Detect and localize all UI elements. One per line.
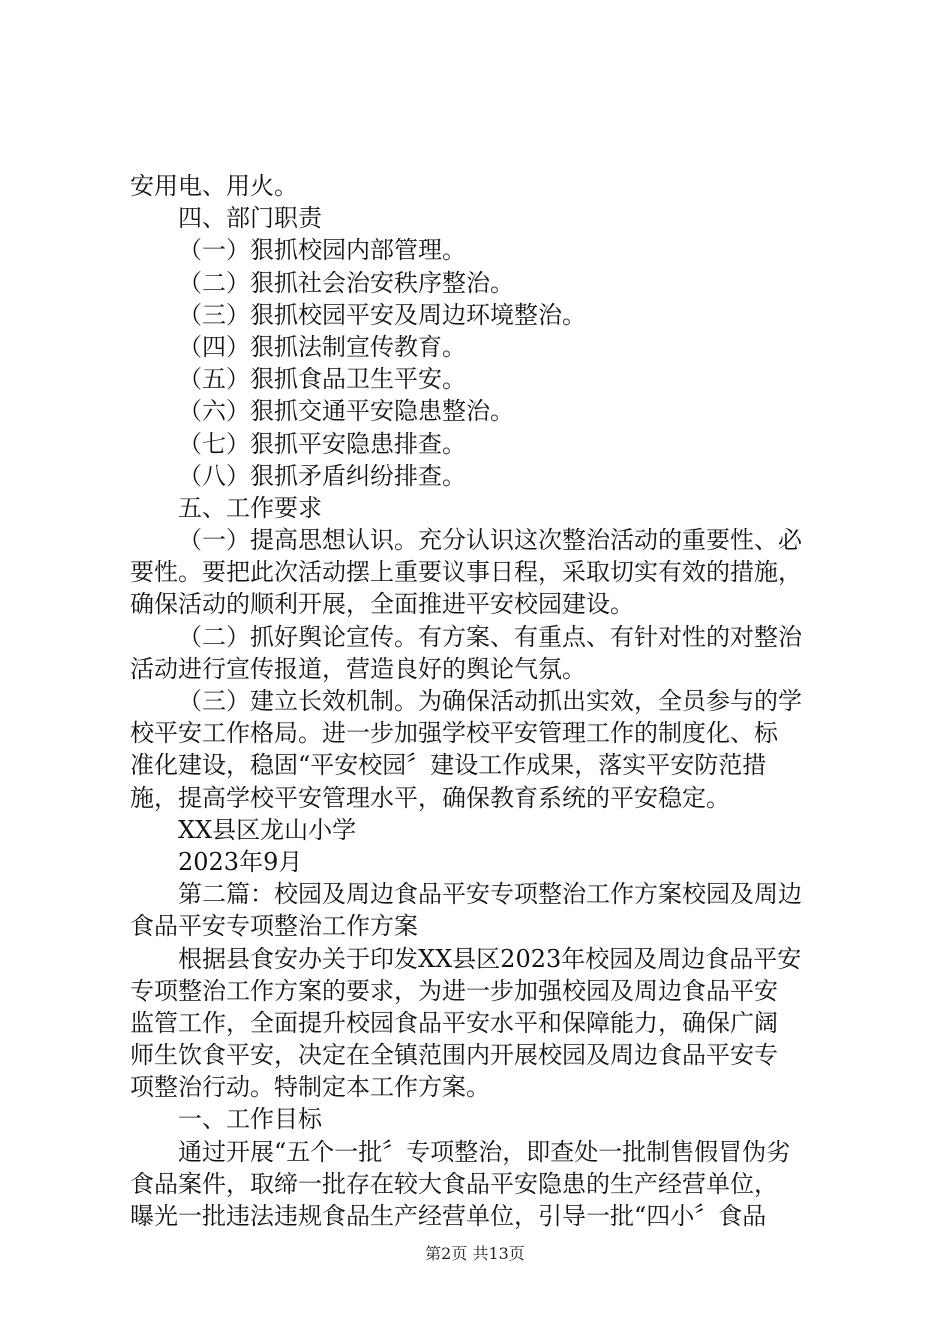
text-line: （六）狠抓交通平安隐患整治。	[178, 397, 514, 426]
text-line: 校平安工作格局。进一步加强学校平安管理工作的制度化、标	[130, 719, 778, 748]
text-line: 安用电、用火。	[130, 172, 298, 200]
text-line: 通过开展“五个一批〞专项整治，即查处一批制售假冒伪劣	[178, 1137, 791, 1166]
text-line: 施，提高学校平安管理水平，确保教育系统的平安稳定。	[130, 783, 730, 812]
text-line: （八）狠抓矛盾纠纷排查。	[178, 461, 466, 490]
text-line: （二）狠抓社会治安秩序整治。	[178, 268, 514, 297]
text-line: 食品案件，取缔一批存在较大食品平安隐患的生产经营单位，	[130, 1169, 778, 1198]
text-line: 专项整治工作方案的要求，为进一步加强校园及周边食品平安	[130, 976, 778, 1005]
text-line: 五、工作要求	[178, 493, 322, 522]
text-line: （一）狠抓校园内部管理。	[178, 236, 466, 265]
text-line: 师生饮食平安，决定在全镇范围内开展校园及周边食品平安专	[130, 1041, 778, 1070]
text-line: 一、工作目标	[178, 1105, 322, 1134]
text-line: 第二篇：校园及周边食品平安专项整治工作方案校园及周边	[178, 880, 802, 909]
text-line: 要性。要把此次活动摆上重要议事日程，采取切实有效的措施，	[130, 558, 802, 587]
text-line: （三）狠抓校园平安及周边环境整治。	[178, 300, 586, 329]
text-line: 活动进行宣传报道，营造良好的舆论气氛。	[130, 654, 586, 683]
text-line: XX县区龙山小学	[178, 815, 357, 844]
text-line: 四、部门职责	[178, 204, 322, 233]
text-line: 项整治行动。特制定本工作方案。	[130, 1073, 490, 1102]
document-body	[130, 170, 830, 1232]
text-line: 食品平安专项整治工作方案	[130, 912, 418, 941]
text-line: 根据县食安办关于印发XX县区2023年校园及周边食品平安	[178, 944, 802, 973]
text-line: （三）建立长效机制。为确保活动抓出实效，全员参与的学	[178, 687, 802, 715]
text-line: 准化建设，稳固“平安校园〞建设工作成果，落实平安防范措	[130, 751, 767, 780]
text-line: （二）抓好舆论宣传。有方案、有重点、有针对性的对整治	[178, 622, 802, 651]
text-line: （七）狠抓平安隐患排查。	[178, 429, 466, 458]
text-line: （四）狠抓法制宣传教育。	[178, 332, 466, 361]
text-line: 曝光一批违法违规食品生产经营单位，引导一批“四小〞食品	[130, 1202, 767, 1230]
text-line: 2023年9月	[178, 847, 303, 876]
page-footer: 第2页 共13页	[425, 1244, 525, 1263]
text-line: 确保活动的顺利开展，全面推进平安校园建设。	[130, 590, 634, 619]
text-line: 监管工作，全面提升校园食品平安水平和保障能力，确保广阔	[130, 1008, 778, 1037]
text-line: （一）提高思想认识。充分认识这次整治活动的重要性、必	[178, 526, 802, 555]
text-line: （五）狠抓食品卫生平安。	[178, 365, 466, 394]
